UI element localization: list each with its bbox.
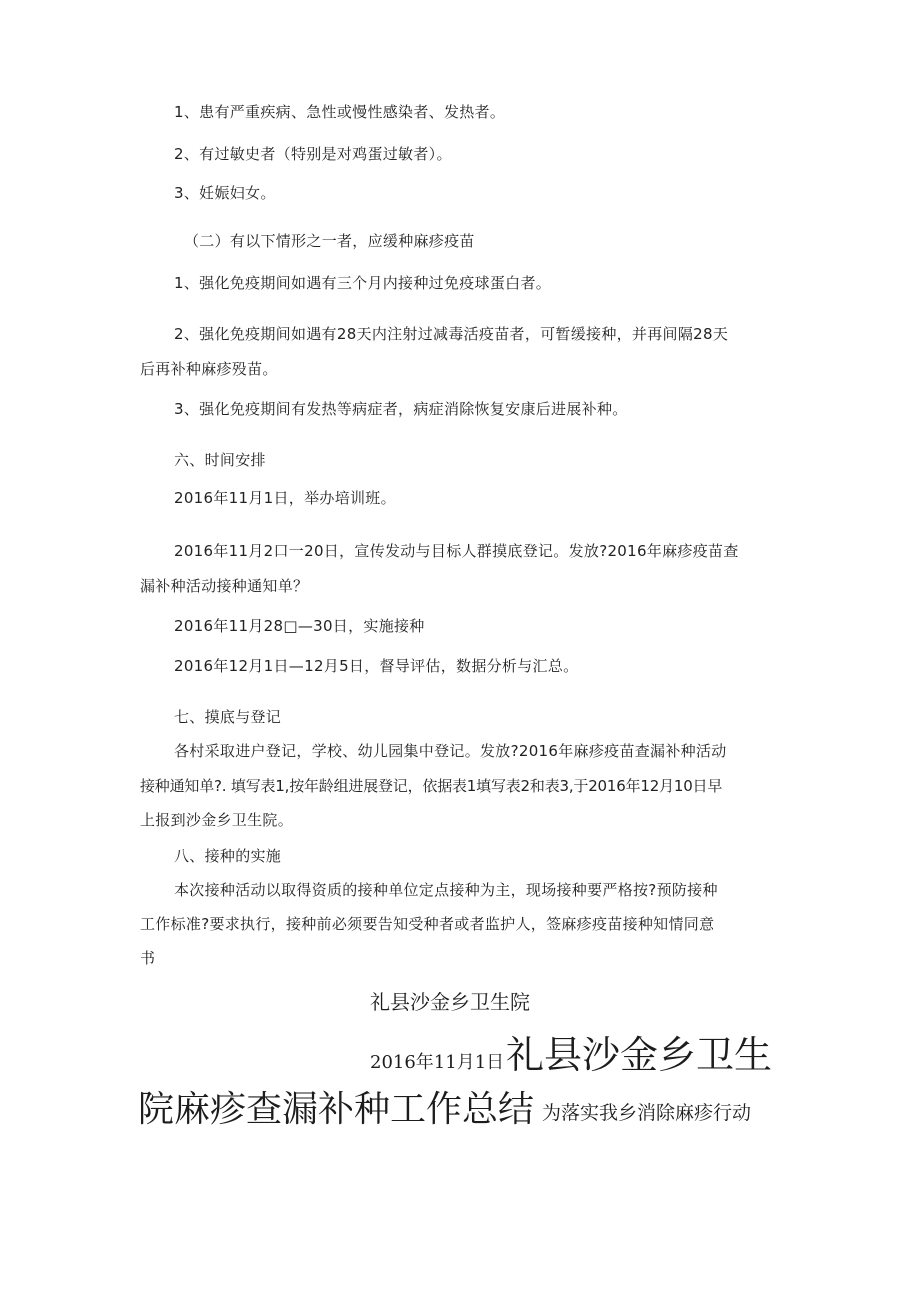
implementation-line-2: 工作标准?要求执行，接种前必须要告知受种者或者监护人，签麻疹疫苗接种知情同意 <box>140 915 715 933</box>
signature-date: 2016年11月1日 <box>370 1052 505 1073</box>
delay-item-2-line-1: 2、强化免疫期间如遇有28天内注射过减毒活疫苗者，可暂缓接种，并再间隔28天 <box>174 325 729 343</box>
schedule-item-3: 2016年11月28□—30日，实施接种 <box>174 617 425 635</box>
registration-line-2: 接种通知单?. 填写表1,按年龄组进展登记，依据表1填写表2和表3,于2016年12月10日早 <box>140 777 723 795</box>
contraindication-item-3: 3、妊娠妇女。 <box>174 184 276 202</box>
implementation-line-3: 书 <box>140 949 156 967</box>
schedule-item-4: 2016年12月1日—12月5日，督导评估，数据分析与汇总。 <box>174 657 579 675</box>
schedule-heading: 六、时间安排 <box>174 451 266 469</box>
registration-line-1: 各村采取进户登记，学校、幼儿园集中登记。发放?2016年麻疹疫苗查漏补种活动 <box>174 742 727 760</box>
contraindication-item-2: 2、有过敏史者（特别是对鸡蛋过敏者）。 <box>174 145 452 163</box>
schedule-item-2-line-1: 2016年11月2口一20日，宣传发动与目标人群摸底登记。发放?2016年麻疹疫苗查 <box>174 542 739 560</box>
implementation-line-1: 本次接种活动以取得资质的接种单位定点接种为主，现场接种要严格按?预防接种 <box>174 881 718 899</box>
summary-trailing-text: 为落实我乡消除麻疹行动 <box>542 1102 752 1124</box>
delay-item-2-line-2: 后再补种麻疹殁苗。 <box>140 360 278 378</box>
registration-heading: 七、摸底与登记 <box>174 708 282 726</box>
implementation-heading: 八、接种的实施 <box>174 847 282 865</box>
schedule-item-2-line-2: 漏补种活动接种通知单？ <box>140 577 309 595</box>
delay-item-3: 3、强化免疫期间有发热等病症者，病症消除恢复安康后进展补种。 <box>174 400 628 418</box>
schedule-item-1: 2016年11月1日，举办培训班。 <box>174 489 396 507</box>
section-heading-delay: （二）有以下情形之一者，应缓种麻疹疫苗 <box>184 232 475 250</box>
contraindication-item-1: 1、患有严重疾病、急性或慢性感染者、发热者。 <box>174 103 506 121</box>
delay-item-1: 1、强化免疫期间如遇有三个月内接种过免疫球蛋白者。 <box>174 274 552 292</box>
registration-line-3: 上报到沙金乡卫生院。 <box>140 811 294 829</box>
summary-title-line-1: 礼县沙金乡卫生 <box>506 1033 773 1077</box>
signature-organization: 礼县沙金乡卫生院 <box>370 990 530 1014</box>
summary-title-line-2: 院麻疹查漏补种工作总结 <box>138 1089 535 1130</box>
